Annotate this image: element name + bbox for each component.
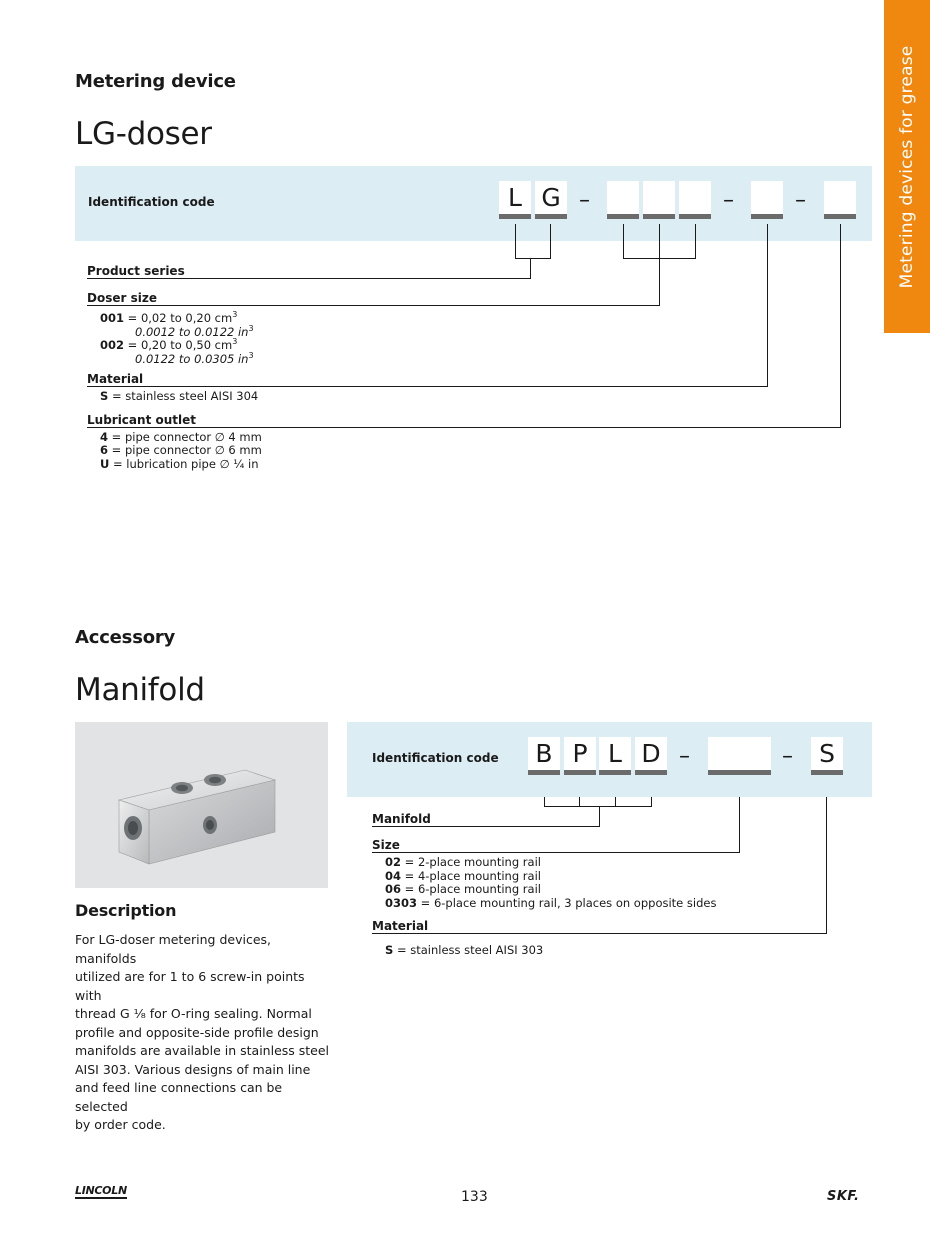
section-title: Manifold <box>75 672 205 708</box>
material-option: S = stainless steel AISI 304 <box>100 389 259 403</box>
code-slot: D <box>635 737 667 775</box>
product-series-label: Product series <box>87 264 185 278</box>
lubricant-outlet-label: Lubricant outlet <box>87 413 196 427</box>
code-slot: B <box>528 737 560 775</box>
identification-code-label: Identification code <box>88 195 215 209</box>
material-label: Material <box>87 372 144 386</box>
doser-size-label: Doser size <box>87 291 157 305</box>
size-label: Size <box>372 838 400 852</box>
code-dash: – <box>723 188 734 213</box>
size-option: 0303 = 6-place mounting rail, 3 places on opposite sides <box>385 896 717 910</box>
code-slot: G <box>535 181 567 219</box>
doser-option-alt: 0.0122 to 0.0305 $in^3$ <box>135 351 254 366</box>
lincoln-logo: LINCOLN <box>75 1184 127 1197</box>
material-label: Material <box>372 919 429 933</box>
description-line: utilized are for 1 to 6 screw-in points with <box>75 969 305 1003</box>
lubricant-option: U = lubrication pipe ∅ ¹⁄₄ in <box>100 457 259 471</box>
identification-code-bar <box>347 722 872 797</box>
description-text <box>75 931 335 1135</box>
code-dash: – <box>679 744 690 769</box>
description-heading: Description <box>75 901 177 920</box>
code-slot: L <box>499 181 531 219</box>
doser-option: 001 = 0,02 to 0,20 $cm^3$ <box>100 310 238 325</box>
section-subtitle: Metering device <box>75 71 236 92</box>
description-line: manifolds are available in stainless steel <box>75 1043 330 1058</box>
manifold-photo <box>75 722 328 888</box>
description-line: profile and opposite-side profile design <box>75 1024 319 1040</box>
doser-option-alt: 0.0012 to 0.0122 $in^3$ <box>135 324 254 339</box>
manifold-image <box>75 722 328 888</box>
lubricant-option: 6 = pipe connector ∅ 6 mm <box>100 443 262 457</box>
section-subtitle: Accessory <box>75 627 176 648</box>
size-option: 02 = 2-place mounting rail <box>385 855 541 869</box>
code-slot: P <box>564 737 596 775</box>
doser-option: 002 = 0,20 to 0,50 $cm^3$ <box>100 337 238 352</box>
description-line: thread G ¹⁄₈ for O-ring sealing. Normal <box>75 1006 312 1021</box>
section-title: LG-doser <box>75 116 212 152</box>
section-tab-label: Metering devices for grease <box>897 45 917 288</box>
size-option: 06 = 6-place mounting rail <box>385 882 541 896</box>
code-dash: – <box>579 188 590 213</box>
description-line: by order code. <box>75 1117 166 1132</box>
code-dash: – <box>795 188 806 213</box>
skf-logo: SKF. <box>827 1189 860 1204</box>
description-line: AISI 303. Various designs of main line <box>75 1061 311 1077</box>
code-slot <box>708 737 771 775</box>
description-line: and feed line connections can be selected <box>75 1080 283 1114</box>
size-option: 04 = 4-place mounting rail <box>385 869 541 883</box>
manifold-label: Manifold <box>372 812 431 826</box>
code-slot: S <box>811 737 843 775</box>
description-line: For LG-doser metering devices, manifolds <box>75 932 272 966</box>
identification-code-label: Identification code <box>372 751 499 765</box>
page-number: 133 <box>461 1189 488 1205</box>
code-slot: L <box>599 737 631 775</box>
code-dash: – <box>782 744 793 769</box>
lubricant-option: 4 = pipe connector ∅ 4 mm <box>100 430 262 444</box>
material-option: S = stainless steel AISI 303 <box>385 943 544 957</box>
